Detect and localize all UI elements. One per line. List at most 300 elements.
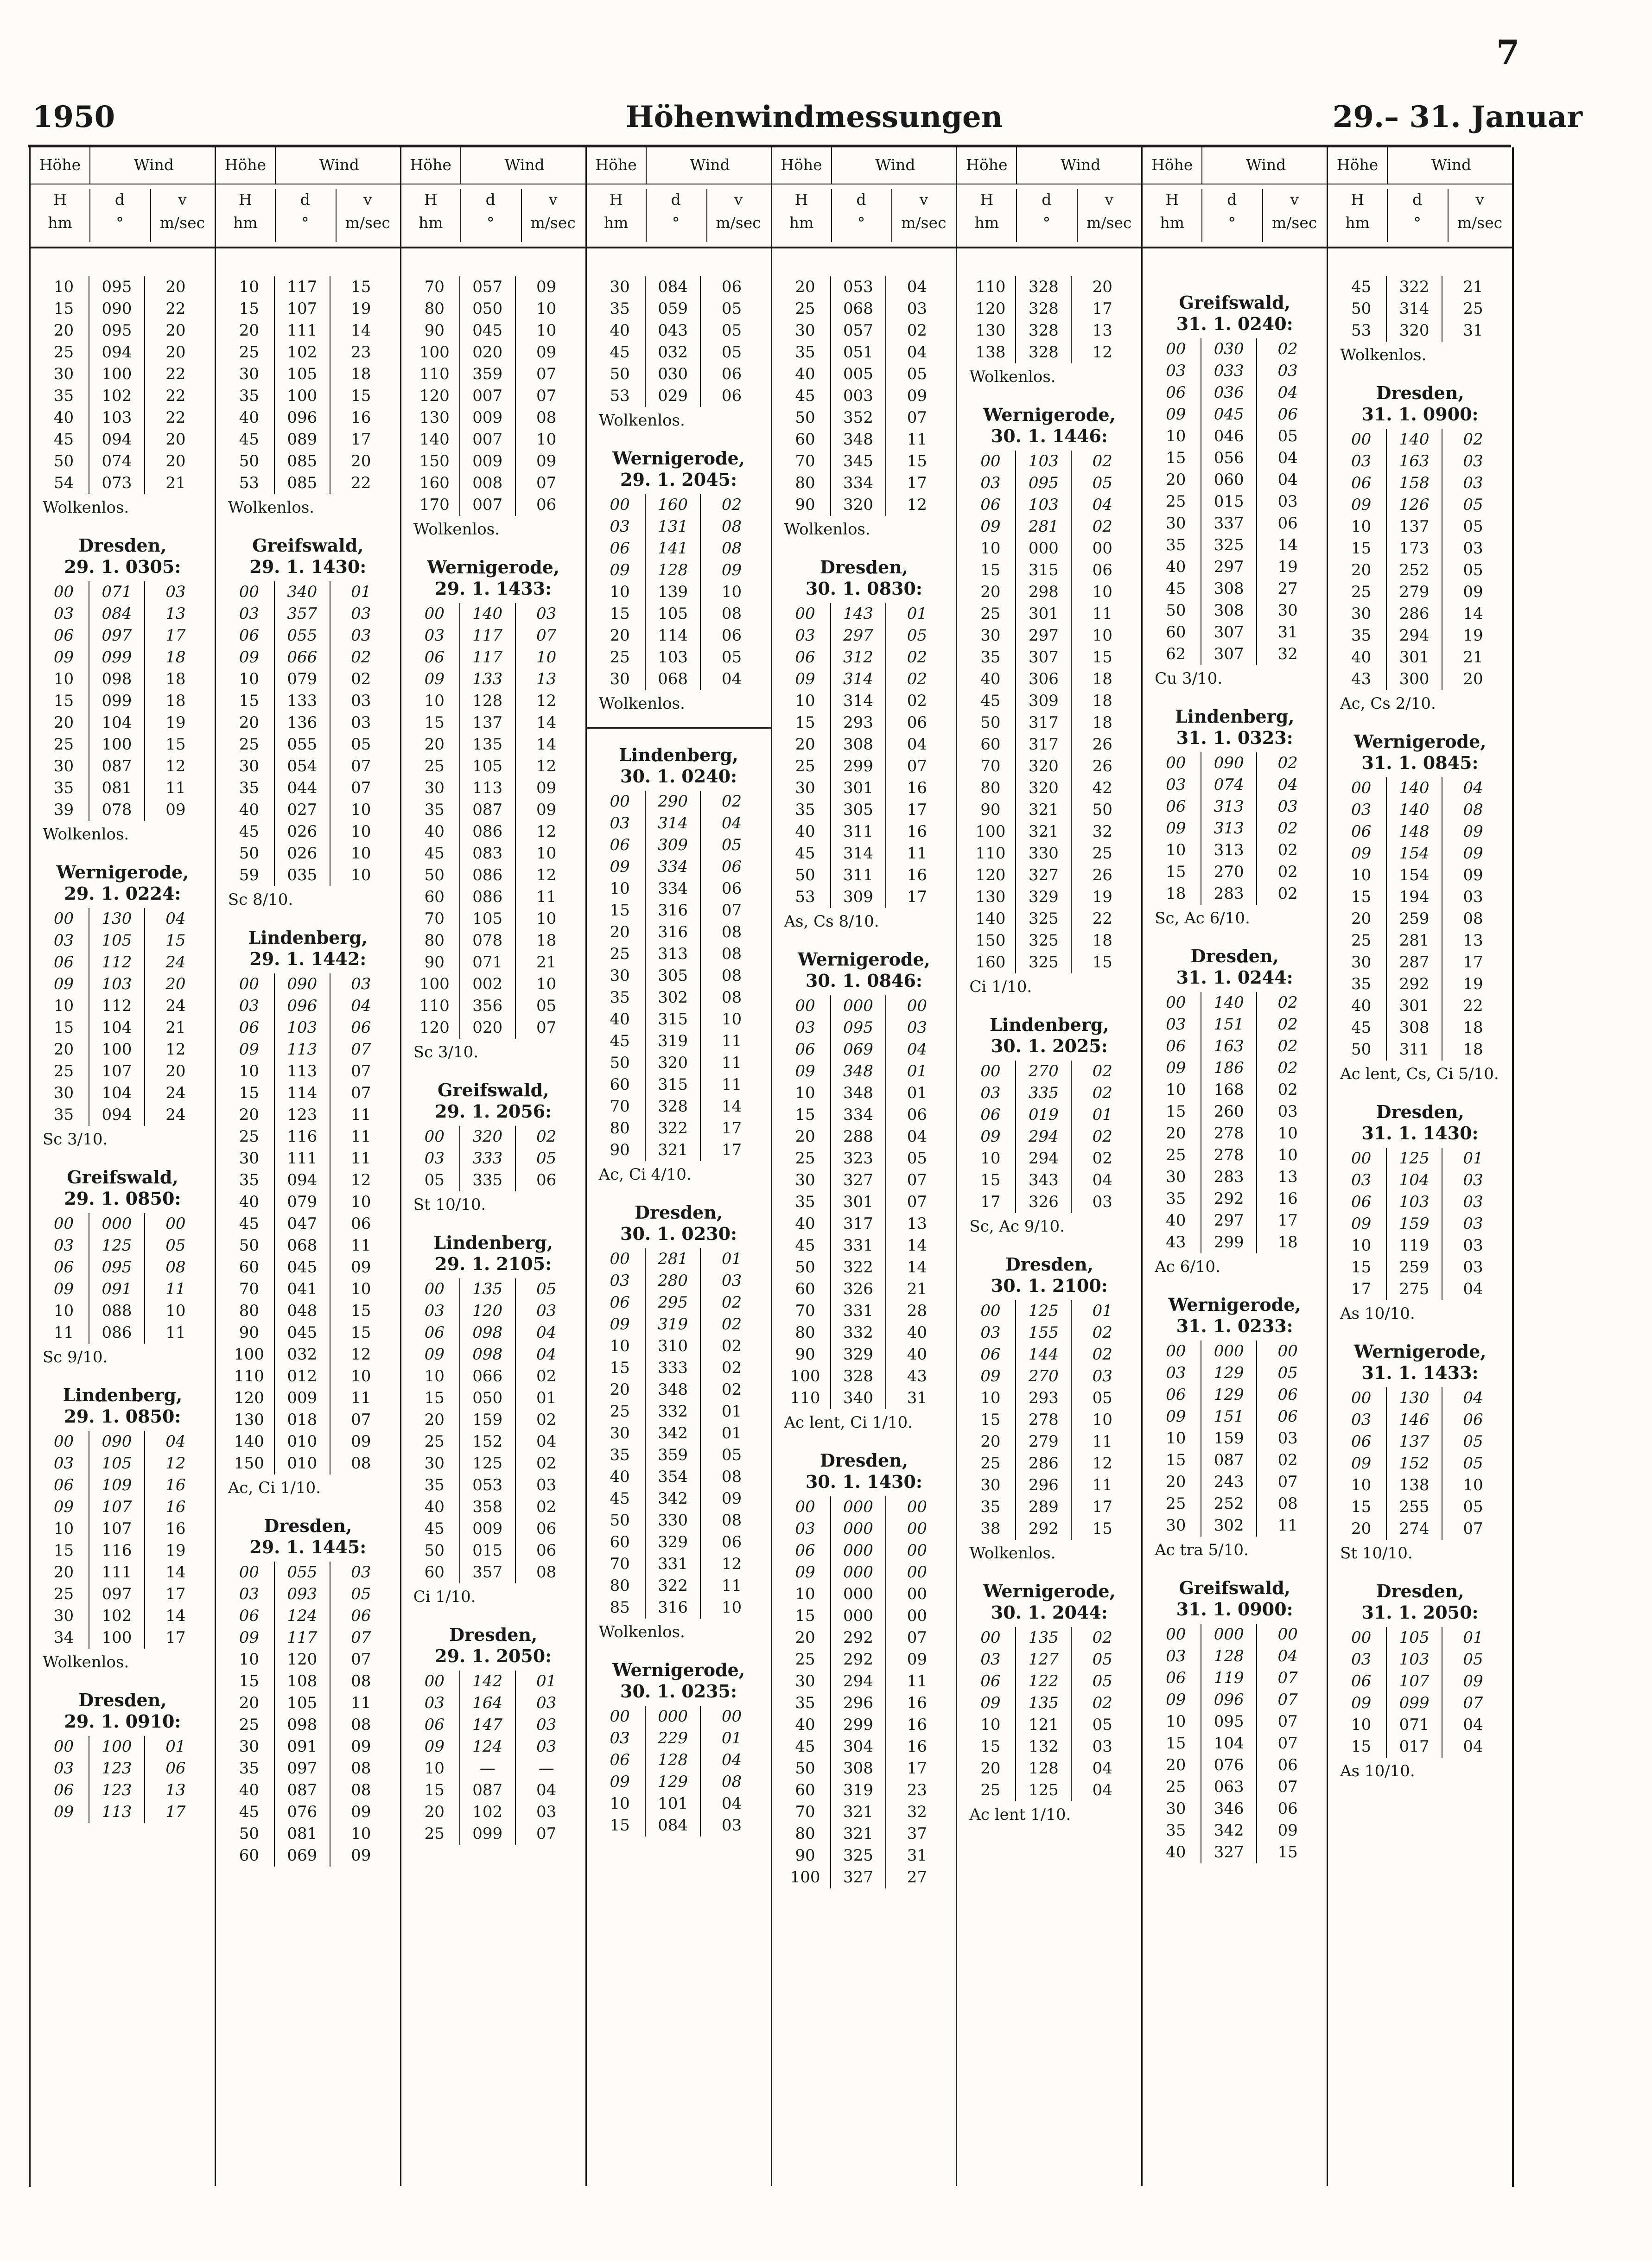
height-cell: 06 bbox=[1351, 474, 1372, 492]
height-cell: 100 bbox=[975, 822, 1006, 841]
direction-cell: 125 bbox=[1015, 1779, 1072, 1801]
speed-cell: 12 bbox=[165, 1040, 186, 1059]
speed-cell: 02 bbox=[1277, 819, 1298, 838]
height-cell: 30 bbox=[610, 1424, 630, 1442]
height-cell: 110 bbox=[975, 844, 1006, 863]
header-v-label: v bbox=[919, 191, 928, 209]
cloud-note: Ci 1/10. bbox=[413, 1588, 476, 1606]
speed-cell: 02 bbox=[721, 1337, 742, 1355]
direction-cell: 103 bbox=[89, 407, 145, 429]
direction-cell: 010 bbox=[274, 1453, 330, 1474]
direction-cell: 186 bbox=[1201, 1057, 1257, 1079]
height-cell: 30 bbox=[1351, 604, 1372, 623]
height-cell: 30 bbox=[424, 1454, 445, 1473]
table-row bbox=[224, 799, 392, 821]
height-cell: 03 bbox=[53, 1236, 74, 1255]
cloud-note: Wolkenlos. bbox=[598, 694, 685, 713]
table-row bbox=[224, 864, 392, 886]
header-d bbox=[1387, 188, 1448, 235]
table-row bbox=[595, 603, 762, 625]
header-deg-unit: ° bbox=[1042, 214, 1051, 232]
speed-cell: 09 bbox=[351, 1846, 371, 1865]
section-divider bbox=[587, 727, 771, 729]
table-row bbox=[410, 451, 577, 472]
table-row bbox=[1151, 1842, 1318, 1863]
height-cell: 140 bbox=[234, 1432, 264, 1451]
speed-cell: 16 bbox=[165, 1498, 186, 1516]
speed-cell: 02 bbox=[1277, 1015, 1298, 1034]
direction-cell: 076 bbox=[274, 1801, 330, 1823]
height-cell: 00 bbox=[610, 1707, 630, 1726]
station-heading bbox=[410, 557, 577, 599]
cloud-note: Ac tra 5/10. bbox=[1155, 1541, 1249, 1559]
table-row bbox=[595, 647, 762, 668]
height-cell: 00 bbox=[239, 1563, 260, 1582]
speed-cell: 04 bbox=[1463, 779, 1483, 797]
direction-cell: 096 bbox=[274, 995, 330, 1017]
height-cell: 43 bbox=[1351, 670, 1372, 688]
table-row bbox=[39, 930, 206, 952]
height-cell: 120 bbox=[975, 866, 1006, 884]
table-row bbox=[224, 1823, 392, 1845]
table-row bbox=[410, 1366, 577, 1387]
table-row bbox=[39, 385, 206, 407]
height-cell: 35 bbox=[795, 1694, 815, 1712]
direction-cell: 098 bbox=[459, 1344, 516, 1366]
direction-cell: 104 bbox=[1201, 1733, 1257, 1754]
speed-cell: 21 bbox=[165, 474, 186, 492]
height-cell: 06 bbox=[795, 648, 815, 667]
table-row bbox=[966, 1322, 1133, 1344]
direction-cell: 330 bbox=[1015, 843, 1072, 864]
height-cell: 100 bbox=[419, 343, 450, 362]
header-divider bbox=[1387, 189, 1388, 242]
speed-cell: 32 bbox=[907, 1803, 927, 1821]
table-row bbox=[1336, 908, 1504, 930]
direction-cell: 320 bbox=[1386, 320, 1442, 342]
height-cell: 09 bbox=[980, 1127, 1001, 1146]
speed-cell: 02 bbox=[536, 1454, 557, 1473]
table-row bbox=[1151, 752, 1318, 774]
direction-cell: 163 bbox=[1386, 451, 1442, 472]
speed-cell: 10 bbox=[536, 299, 557, 318]
direction-cell: 322 bbox=[830, 1257, 887, 1278]
height-cell: 25 bbox=[610, 1402, 630, 1421]
station-name: Dresden, bbox=[1376, 1101, 1464, 1122]
height-cell: 09 bbox=[53, 1498, 74, 1516]
height-cell: 09 bbox=[424, 670, 445, 688]
speed-cell: 02 bbox=[1277, 841, 1298, 859]
speed-cell: 07 bbox=[351, 1628, 371, 1647]
height-cell: 110 bbox=[790, 1389, 820, 1407]
height-cell: 00 bbox=[1166, 340, 1186, 358]
table-row bbox=[410, 1474, 577, 1496]
speed-cell: 06 bbox=[165, 1759, 186, 1778]
table-row bbox=[39, 690, 206, 712]
direction-cell: 123 bbox=[89, 1758, 145, 1779]
speed-cell: 18 bbox=[1092, 931, 1112, 950]
speed-cell: 06 bbox=[1463, 1411, 1483, 1429]
height-cell: 40 bbox=[1351, 648, 1372, 667]
table-row bbox=[1336, 995, 1504, 1017]
speed-cell: 03 bbox=[351, 626, 371, 645]
height-cell: 06 bbox=[53, 1476, 74, 1494]
header-hoehe: Höhe bbox=[1336, 156, 1379, 174]
height-cell: 50 bbox=[424, 866, 445, 884]
height-cell: 06 bbox=[53, 626, 74, 645]
station-time: 31. 1. 0323: bbox=[1176, 727, 1293, 748]
table-row bbox=[224, 1627, 392, 1649]
speed-cell: 23 bbox=[351, 343, 371, 362]
speed-cell: 07 bbox=[907, 757, 927, 775]
direction-cell: 008 bbox=[459, 472, 516, 494]
table-row bbox=[595, 494, 762, 516]
speed-cell: 07 bbox=[536, 474, 557, 492]
table-row bbox=[39, 777, 206, 799]
height-cell: 25 bbox=[1351, 931, 1372, 950]
direction-cell: 314 bbox=[830, 690, 887, 712]
height-cell: 10 bbox=[1351, 517, 1372, 536]
station-time: 30. 1. 2044: bbox=[991, 1602, 1108, 1623]
table-row bbox=[966, 668, 1133, 690]
table-row bbox=[1336, 1496, 1504, 1518]
header-d bbox=[460, 188, 521, 235]
direction-cell: 292 bbox=[1015, 1518, 1072, 1540]
direction-cell: 041 bbox=[274, 1278, 330, 1300]
height-cell: 15 bbox=[795, 713, 815, 732]
direction-cell: 333 bbox=[459, 1148, 516, 1169]
header-hm-unit: hm bbox=[418, 214, 443, 232]
header-deg-unit: ° bbox=[857, 214, 865, 232]
table-row bbox=[224, 1235, 392, 1257]
height-cell: 09 bbox=[1166, 1059, 1186, 1077]
direction-cell: 320 bbox=[1015, 777, 1072, 799]
direction-cell: 112 bbox=[89, 995, 145, 1017]
direction-cell: 125 bbox=[89, 1235, 145, 1257]
table-row bbox=[1336, 821, 1504, 843]
speed-cell: 21 bbox=[1463, 278, 1483, 296]
cloud-note: St 10/10. bbox=[1340, 1544, 1413, 1563]
direction-cell: 296 bbox=[1015, 1474, 1072, 1496]
direction-cell: 019 bbox=[1015, 1104, 1072, 1126]
station-name: Greifswald, bbox=[67, 1167, 178, 1188]
data-column bbox=[1328, 248, 1512, 2186]
direction-cell: 342 bbox=[1201, 1820, 1257, 1842]
speed-cell: 08 bbox=[721, 1511, 742, 1530]
table-row bbox=[781, 451, 948, 472]
table-row bbox=[224, 1692, 392, 1714]
table-row bbox=[410, 734, 577, 756]
speed-cell: 40 bbox=[907, 1323, 927, 1342]
header-row-top bbox=[587, 147, 771, 184]
speed-cell: 11 bbox=[165, 779, 186, 797]
table-row bbox=[595, 1292, 762, 1314]
speed-cell: 10 bbox=[721, 583, 742, 601]
direction-cell: 325 bbox=[1201, 534, 1257, 556]
height-cell: 50 bbox=[980, 713, 1001, 732]
height-cell: 10 bbox=[53, 278, 74, 296]
direction-cell: 130 bbox=[89, 908, 145, 930]
direction-cell: 103 bbox=[1015, 494, 1072, 516]
speed-cell: 28 bbox=[907, 1302, 927, 1320]
table-row bbox=[39, 276, 206, 298]
table-row bbox=[1336, 1278, 1504, 1300]
table-row bbox=[410, 472, 577, 494]
speed-cell: 05 bbox=[1463, 1498, 1483, 1516]
height-cell: 20 bbox=[610, 923, 630, 941]
direction-cell: 129 bbox=[645, 1771, 701, 1793]
station-name: Dresden, bbox=[78, 535, 167, 556]
height-cell: 40 bbox=[1166, 1843, 1186, 1862]
height-cell: 20 bbox=[239, 1106, 260, 1124]
station-heading bbox=[1151, 1294, 1318, 1337]
direction-cell: 287 bbox=[1386, 952, 1442, 973]
speed-cell: 06 bbox=[536, 1171, 557, 1189]
direction-cell: 124 bbox=[459, 1736, 516, 1758]
height-cell: 03 bbox=[1166, 775, 1186, 794]
height-cell: 35 bbox=[53, 1106, 74, 1124]
speed-cell: 05 bbox=[721, 1446, 742, 1464]
header-v bbox=[336, 188, 400, 235]
header-wind: Wind bbox=[504, 156, 545, 174]
direction-cell: 301 bbox=[1386, 647, 1442, 668]
speed-cell: 08 bbox=[721, 517, 742, 536]
speed-cell: 27 bbox=[1277, 579, 1298, 598]
table-row bbox=[1336, 581, 1504, 603]
speed-cell: 03 bbox=[351, 713, 371, 732]
height-cell: 62 bbox=[1166, 645, 1186, 663]
height-cell: 80 bbox=[424, 299, 445, 318]
height-cell: 03 bbox=[424, 1149, 445, 1168]
speed-cell: 06 bbox=[1092, 561, 1112, 579]
direction-cell: 137 bbox=[1386, 1431, 1442, 1453]
height-cell: 70 bbox=[795, 1803, 815, 1821]
height-cell: 10 bbox=[53, 1302, 74, 1320]
speed-cell: 03 bbox=[1463, 539, 1483, 558]
direction-cell: 095 bbox=[89, 1257, 145, 1278]
direction-cell: 301 bbox=[1386, 995, 1442, 1017]
direction-cell: 073 bbox=[89, 472, 145, 494]
header-divider bbox=[275, 189, 276, 242]
speed-cell: 17 bbox=[907, 888, 927, 906]
direction-cell: 294 bbox=[1015, 1126, 1072, 1148]
height-cell: 00 bbox=[1166, 1342, 1186, 1360]
table-row bbox=[781, 756, 948, 777]
height-cell: 15 bbox=[1166, 449, 1186, 467]
speed-cell: 06 bbox=[1277, 1799, 1298, 1818]
height-cell: 03 bbox=[610, 1271, 630, 1290]
header-v-label: v bbox=[548, 191, 558, 209]
table-row bbox=[595, 1030, 762, 1052]
height-cell: 25 bbox=[239, 1127, 260, 1146]
direction-cell: 051 bbox=[830, 342, 887, 363]
direction-cell: 325 bbox=[1015, 952, 1072, 973]
height-cell: 100 bbox=[790, 1868, 820, 1887]
height-cell: 09 bbox=[980, 1694, 1001, 1712]
speed-cell: 02 bbox=[536, 1411, 557, 1429]
height-cell: 30 bbox=[239, 1149, 260, 1168]
column-header-group bbox=[1143, 147, 1328, 247]
speed-cell: 01 bbox=[536, 1672, 557, 1690]
height-cell: 03 bbox=[424, 626, 445, 645]
table-row bbox=[410, 799, 577, 821]
direction-cell: 139 bbox=[645, 581, 701, 603]
height-cell: 03 bbox=[1351, 452, 1372, 470]
height-cell: 120 bbox=[234, 1389, 264, 1407]
height-cell: 35 bbox=[53, 387, 74, 405]
direction-cell: 000 bbox=[1201, 1341, 1257, 1362]
speed-cell: 05 bbox=[1463, 561, 1483, 579]
table-row bbox=[595, 1009, 762, 1030]
station-time: 29. 1. 0910: bbox=[64, 1711, 181, 1732]
table-row bbox=[39, 647, 206, 668]
direction-cell: 321 bbox=[645, 1139, 701, 1161]
speed-cell: 03 bbox=[1463, 1171, 1483, 1189]
direction-cell: 018 bbox=[274, 1409, 330, 1431]
table-row bbox=[410, 1758, 577, 1779]
direction-cell: 342 bbox=[645, 1423, 701, 1444]
height-cell: 90 bbox=[610, 1141, 630, 1159]
speed-cell: 07 bbox=[1277, 1712, 1298, 1731]
height-cell: 06 bbox=[53, 953, 74, 972]
direction-cell: 331 bbox=[830, 1235, 887, 1257]
height-cell: 50 bbox=[239, 452, 260, 470]
table-row bbox=[1336, 1518, 1504, 1540]
table-row bbox=[966, 1082, 1133, 1104]
speed-cell: 09 bbox=[1277, 1821, 1298, 1840]
speed-cell: 03 bbox=[536, 1737, 557, 1756]
speed-cell: 07 bbox=[1463, 1694, 1483, 1712]
direction-cell: 316 bbox=[645, 1597, 701, 1619]
direction-cell: 124 bbox=[274, 1605, 330, 1627]
direction-cell: 359 bbox=[459, 363, 516, 385]
height-cell: 10 bbox=[1351, 1716, 1372, 1734]
table-row bbox=[410, 756, 577, 777]
direction-cell: 113 bbox=[459, 777, 516, 799]
table-row bbox=[781, 1562, 948, 1583]
direction-cell: 090 bbox=[89, 298, 145, 320]
height-cell: 17 bbox=[1351, 1280, 1372, 1298]
direction-cell: 280 bbox=[645, 1270, 701, 1292]
table-row bbox=[410, 276, 577, 298]
height-cell: 09 bbox=[610, 858, 630, 876]
height-cell: 15 bbox=[980, 1737, 1001, 1756]
height-cell: 25 bbox=[1351, 583, 1372, 601]
table-row bbox=[1336, 1235, 1504, 1257]
speed-cell: 05 bbox=[907, 365, 927, 383]
speed-cell: 20 bbox=[165, 343, 186, 362]
height-cell: 40 bbox=[424, 1498, 445, 1516]
height-cell: 15 bbox=[424, 713, 445, 732]
direction-cell: 000 bbox=[645, 1706, 701, 1728]
direction-cell: 329 bbox=[1015, 886, 1072, 908]
height-cell: 03 bbox=[1351, 1650, 1372, 1669]
speed-cell: 03 bbox=[1463, 474, 1483, 492]
speed-cell: 12 bbox=[536, 822, 557, 841]
direction-cell: 356 bbox=[459, 995, 516, 1017]
speed-cell: 03 bbox=[1463, 888, 1483, 906]
height-cell: 53 bbox=[1351, 321, 1372, 340]
direction-cell: 108 bbox=[274, 1671, 330, 1692]
height-cell: 35 bbox=[980, 1498, 1001, 1516]
speed-cell: 11 bbox=[351, 1694, 371, 1712]
direction-cell: 100 bbox=[89, 363, 145, 385]
table-row bbox=[1336, 276, 1504, 298]
speed-cell: 06 bbox=[351, 1607, 371, 1625]
table-row bbox=[595, 1444, 762, 1466]
station-time: 30. 1. 2025: bbox=[991, 1036, 1108, 1056]
table-row bbox=[39, 451, 206, 472]
table-row bbox=[966, 1300, 1133, 1322]
direction-cell: 259 bbox=[1386, 908, 1442, 930]
direction-cell: 281 bbox=[645, 1248, 701, 1270]
height-cell: 00 bbox=[53, 583, 74, 601]
speed-cell: 05 bbox=[1463, 517, 1483, 536]
height-cell: 25 bbox=[795, 1650, 815, 1669]
height-cell: 03 bbox=[53, 1454, 74, 1473]
table-row bbox=[966, 1627, 1133, 1649]
table-row bbox=[1336, 625, 1504, 647]
speed-cell: 03 bbox=[1092, 1737, 1112, 1756]
speed-cell: 40 bbox=[907, 1345, 927, 1364]
table-row bbox=[224, 298, 392, 320]
table-row bbox=[781, 1867, 948, 1888]
speed-cell: 14 bbox=[536, 735, 557, 754]
speed-cell: 04 bbox=[1277, 1647, 1298, 1665]
speed-cell: 03 bbox=[536, 1803, 557, 1821]
speed-cell: 11 bbox=[1092, 604, 1112, 623]
height-cell: 25 bbox=[795, 1149, 815, 1168]
table-row bbox=[1151, 534, 1318, 556]
table-row bbox=[1336, 1736, 1504, 1758]
header-divider bbox=[1448, 189, 1449, 242]
table-header bbox=[31, 147, 1512, 248]
station-name: Wernigerode, bbox=[427, 557, 560, 578]
speed-cell: 05 bbox=[536, 1149, 557, 1168]
direction-cell: 056 bbox=[1201, 447, 1257, 469]
table-row bbox=[39, 1278, 206, 1300]
speed-cell: 20 bbox=[1463, 670, 1483, 688]
direction-cell: 314 bbox=[645, 813, 701, 834]
direction-cell: 308 bbox=[1201, 578, 1257, 600]
header-divider bbox=[831, 147, 832, 184]
height-cell: 10 bbox=[1351, 866, 1372, 884]
height-cell: 60 bbox=[239, 1846, 260, 1865]
table-row bbox=[1151, 1733, 1318, 1754]
speed-cell: 02 bbox=[1277, 1059, 1298, 1077]
speed-cell: 08 bbox=[165, 1258, 186, 1277]
table-row bbox=[39, 1213, 206, 1235]
direction-cell: 000 bbox=[1201, 1624, 1257, 1646]
speed-cell: 07 bbox=[907, 1628, 927, 1647]
station-heading bbox=[224, 927, 392, 970]
height-cell: 15 bbox=[53, 299, 74, 318]
direction-cell: 311 bbox=[830, 821, 887, 843]
direction-cell: 320 bbox=[1015, 756, 1072, 777]
table-row bbox=[410, 1736, 577, 1758]
table-row bbox=[595, 900, 762, 921]
height-cell: 35 bbox=[1351, 626, 1372, 645]
header-ms-unit: m/sec bbox=[716, 214, 761, 232]
direction-cell: 091 bbox=[274, 1736, 330, 1758]
table-row bbox=[1336, 930, 1504, 952]
direction-cell: 320 bbox=[830, 494, 887, 516]
direction-cell: 358 bbox=[459, 1496, 516, 1518]
table-row bbox=[595, 1357, 762, 1379]
height-cell: 45 bbox=[1166, 579, 1186, 598]
table-row bbox=[1151, 1493, 1318, 1515]
table-row bbox=[224, 1126, 392, 1148]
